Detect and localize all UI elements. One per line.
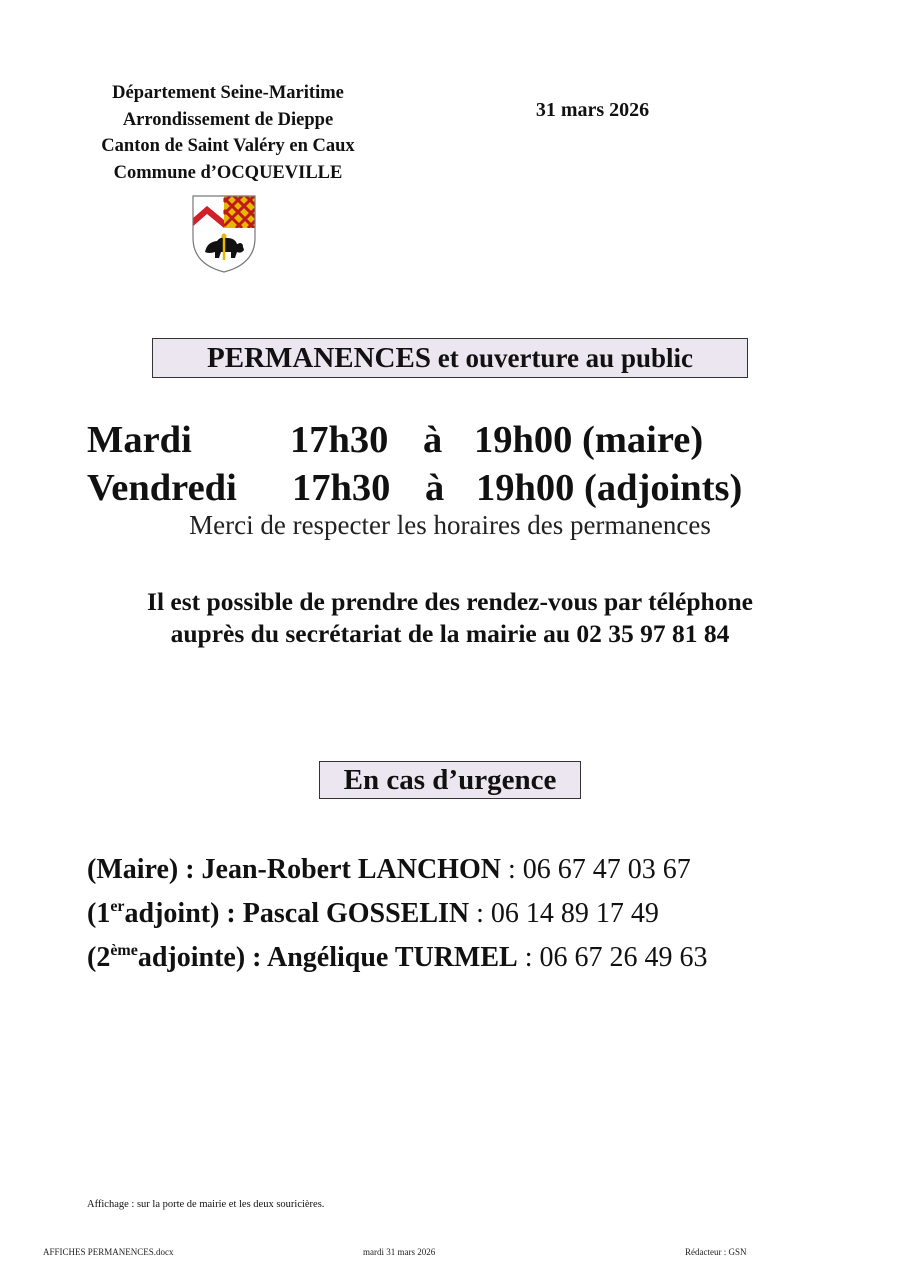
header-line-commune: Commune d’OCQUEVILLE <box>113 162 343 183</box>
contact-name: Jean-Robert LANCHON <box>201 854 501 885</box>
urgence-title-box: En cas d’urgence <box>319 761 581 799</box>
contact-phone: : 06 14 89 17 49 <box>469 898 659 929</box>
appointment-info <box>0 586 900 650</box>
schedule-from: 17h30 <box>290 419 389 461</box>
contact-role-ordinal: er <box>110 898 125 915</box>
appointment-line-1: Il est possible de prendre des rendez-vous par téléphone <box>147 587 753 616</box>
schedule-from: 17h30 <box>292 467 391 509</box>
schedule-day: Vendredi <box>87 467 237 509</box>
address-header <box>60 80 396 186</box>
header-line-canton: Canton de Saint Valéry en Caux <box>101 136 355 156</box>
contact-name: Pascal GOSSELIN <box>242 898 470 929</box>
header-line-departement: Département Seine-Maritime <box>112 83 344 103</box>
contact-role-ordinal: ème <box>110 942 138 959</box>
contact-role-rest: adjoint) : <box>124 898 243 929</box>
footer-date: mardi 31 mars 2026 <box>363 1247 436 1257</box>
emergency-contacts <box>87 848 708 980</box>
contact-row <box>87 848 708 892</box>
coat-of-arms-icon <box>191 194 257 274</box>
schedule-day: Mardi <box>87 419 192 461</box>
permanences-title-strong: PERMANENCES <box>207 342 431 374</box>
contact-role: (Maire) : <box>87 854 202 885</box>
schedule-sep: à <box>425 467 445 509</box>
contact-phone: : 06 67 26 49 63 <box>517 942 708 973</box>
schedule-to: 19h00 (maire) <box>474 419 704 461</box>
contact-row <box>87 936 708 980</box>
contact-phone: : 06 67 47 03 67 <box>500 854 691 885</box>
posting-note: Affichage : sur la porte de mairie et les deux souricières. <box>87 1199 325 1210</box>
footer-filename: AFFICHES PERMANENCES.docx <box>43 1247 174 1257</box>
schedule-to: 19h00 (adjoints) <box>476 467 743 509</box>
contact-role: (2 <box>87 942 111 973</box>
header-line-arrondissement: Arrondissement de Dieppe <box>122 109 334 130</box>
footer-author: Rédacteur : GSN <box>685 1247 747 1257</box>
schedule-note: Merci de respecter les horaires des permanences <box>189 510 711 540</box>
contact-role-rest: adjointe) : <box>137 942 267 973</box>
contact-name: Angélique TURMEL <box>266 942 518 973</box>
contact-role: (1 <box>87 898 111 929</box>
permanences-title-box <box>152 338 748 378</box>
permanences-title-rest: et ouverture au public <box>430 343 693 373</box>
document-date: 31 mars 2026 <box>535 99 650 121</box>
appointment-line-2: auprès du secrétariat de la mairie au 02 35 97 81 84 <box>170 619 730 648</box>
schedule-sep: à <box>423 419 443 461</box>
contact-row <box>87 892 708 936</box>
